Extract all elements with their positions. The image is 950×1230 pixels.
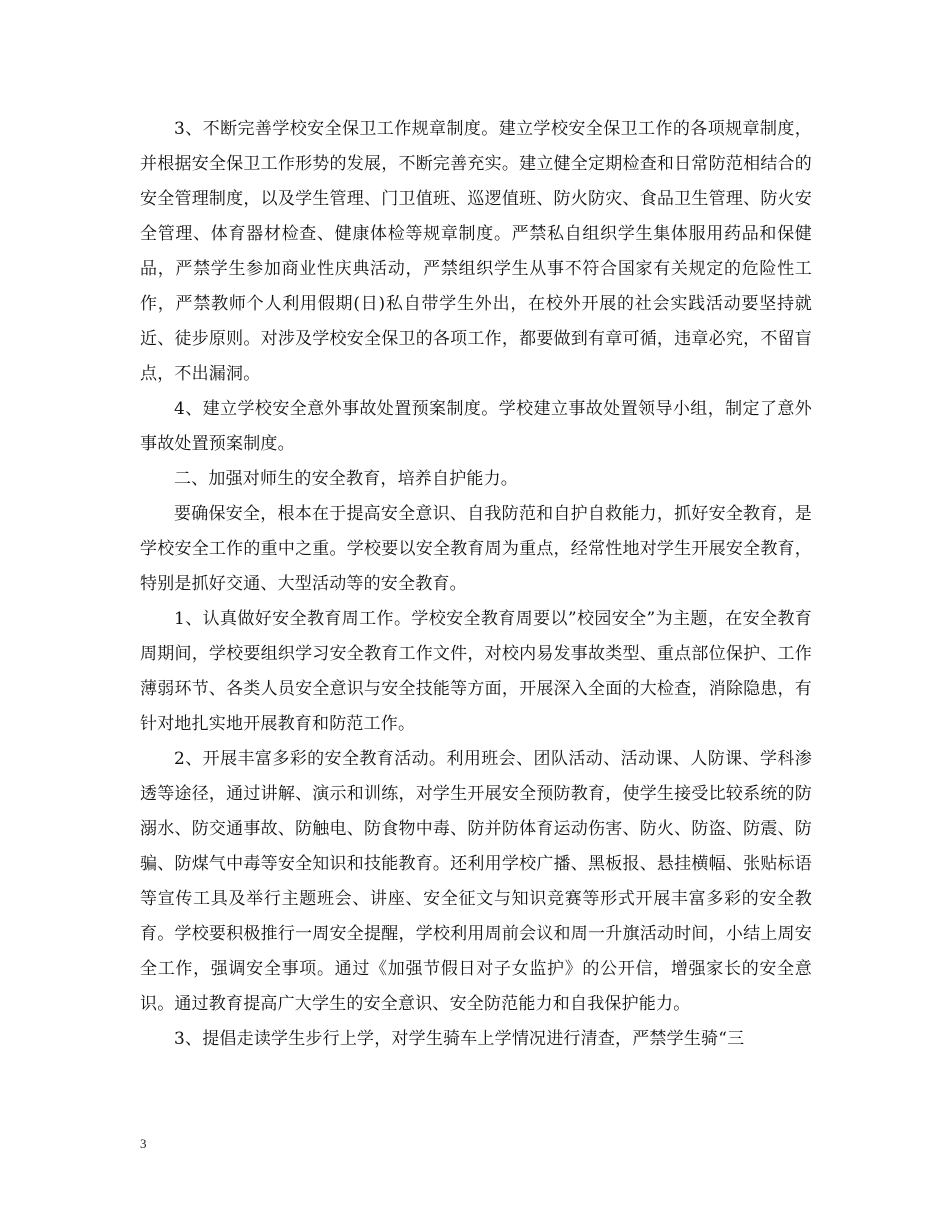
document-body bbox=[140, 112, 812, 1057]
page-number: 3 bbox=[140, 1136, 147, 1151]
paragraph-accident-plan: 4、建立学校安全意外事故处置预案制度。学校建立事故处置领导小组，制定了意外事故处置预案制度。 bbox=[140, 399, 812, 454]
paragraph-rules-system: 3、不断完善学校安全保卫工作规章制度。建立学校安全保卫工作的各项规章制度，并根据安全保卫工作形势的发展，不断完善充实。建立健全定期检查和日常防范相结合的安全管理制度，以及学生管理、门卫值班、巡逻值班、防火防灾、食品卫生管理、防火安全管理、体育器材检查、健康体检等规章制度。严禁私自组织学生集体服用药品和保健品，严禁学生参加商业性庆典活动，严禁组织学生从事不符合国家有关规定的危险性工作，严禁教师个人利用假期(日)私自带学生外出，在校外开展的社会实践活动要坚持就近、徒步原则。对涉及学校安全保卫的各项工作，都要做到有章可循，违章必究，不留盲点，不出漏洞。 bbox=[140, 119, 812, 384]
paragraph-education-activities: 2、开展丰富多彩的安全教育活动。利用班会、团队活动、活动课、人防课、学科渗透等途径，通过讲解、演示和训练，对学生开展安全预防教育，使学生接受比较系统的防溺水、防交通事故、防触电、防食物中毒、防并防体育运动伤害、防火、防盗、防震、防骗、防煤气中毒等安全知识和技能教育。还利用学校广播、黑板报、悬挂横幅、张贴标语等宣传工具及举行主题班会、讲座、安全征文与知识竞赛等形式开展丰富多彩的安全教育。学校要积极推行一周安全提醒，学校利用周前会议和周一升旗活动时间，小结上周安全工作，强调安全事项。通过《加强节假日对子女监护》的公开信，增强家长的安全意识。通过教育提高广大学生的安全意识、安全防范能力和自我保护能力。 bbox=[140, 749, 812, 1014]
paragraph-walking-to-school: 3、提倡走读学生步行上学，对学生骑车上学情况进行清查，严禁学生骑“三 bbox=[174, 1029, 745, 1049]
paragraph-safety-awareness: 要确保安全，根本在于提高安全意识、自我防范和自护自救能力，抓好安全教育，是学校安全工作的重中之重。学校要以安全教育周为重点，经常性地对学生开展安全教育，特别是抓好交通、大型活动等的安全教育。 bbox=[140, 504, 812, 594]
paragraph-education-week: 1、认真做好安全教育周工作。学校安全教育周要以”校园安全”为主题，在安全教育周期间，学校要组织学习安全教育工作文件，对校内易发事故类型、重点部位保护、工作薄弱环节、各类人员安全意识与安全技能等方面，开展深入全面的大检查，消除隐患，有针对地扎实地开展教育和防范工作。 bbox=[140, 609, 812, 734]
section-heading-safety-education: 二、加强对师生的安全教育，培养自护能力。 bbox=[174, 469, 518, 489]
